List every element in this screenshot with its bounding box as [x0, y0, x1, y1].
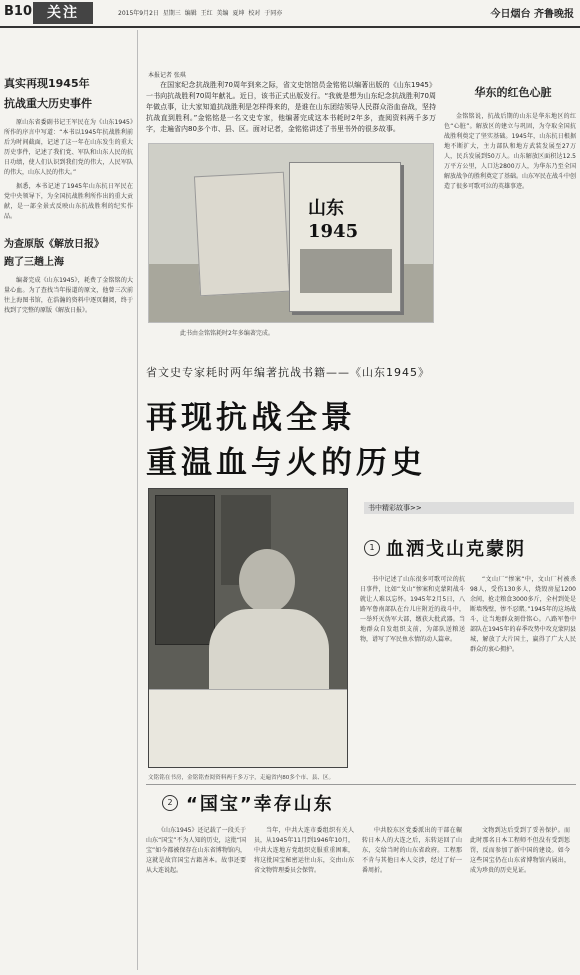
left-paragraph: 编著完成《山东1945》，耗费了金铭铭的大量心血。为了查找当年报道的原文，他曾三次前往上海图书馆，在浩瀚的资料中逐页翻阅，终于找到了完整的原版《解放日报》。 [4, 277, 133, 314]
main-headline-line1: 再现抗战全景 [146, 400, 356, 436]
book-title-line1: 山东 [308, 198, 344, 219]
book-title-line2: 1945 [308, 221, 359, 242]
section-number: 1 [364, 540, 380, 556]
left-title-line2: 抗战重大历史事件 [4, 97, 92, 110]
newspaper-brand: 今日烟台 齐鲁晚报 [490, 9, 574, 20]
main-headline-line2: 重温血与火的历史 [146, 445, 426, 481]
section-title: 血洒戈山克蒙阴 [386, 539, 526, 560]
photo-caption: 此书由金铭铭耗时2年多编著完成。 [180, 330, 274, 337]
book-back-cover [194, 172, 290, 297]
documents-on-desk [149, 689, 348, 768]
page-header [0, 0, 580, 28]
section-label: 关注 [33, 2, 93, 24]
left-paragraph: 据悉，本书记述了1945年山东抗日军民在党中央领导下，为全国抗战胜利所作出的重大贡献，是一部全景式反映山东抗战胜利的纪实作品。 [4, 183, 133, 220]
right-column [444, 84, 576, 192]
section-paragraph: “文山厂”惨案“中，文山厂村被杀98人，受伤130多人，烧毁房屋1200余间，抢走粮食3000多斤，全村到处是断墙残壁，惨不忍睹。”1945年的这场战斗，让当地群众刻骨铭心。八路军鲁中部队在1945年的春季攻势中攻克蒙阴县城，解放了大片国土，赢得了广大人民群众的衷心拥护。 [470, 576, 576, 653]
headline-kicker: 省文史专家耗时两年编著抗战书籍——《山东1945》 [146, 366, 430, 379]
book-cover [289, 162, 401, 312]
right-paragraph: 金铭铭说，抗战后期的山东是华东地区的红色“心脏”。解放区的建立与巩固，为夺取全国抗战胜利奠定了坚实基础。1945年，山东抗日根据地不断扩大，主力部队和地方武装发展至27万人，民兵发展到50万人。山东解放区面积达12.5万平方公里，人口达2800万人，为华东乃至全国解放战争的胜利奠定了基础。山东军民在战斗中创造了很多可歌可泣的英雄事迹。 [444, 113, 577, 190]
bottom-paragraph: 中共胶东区党委派出的干部在辗转日本人的大连之后，东转运回了山东，交给当时的山东省政府。工程那不肯与其他日本人交涉，经过了好一番周折。 [362, 827, 462, 874]
page-number: B10 [4, 4, 32, 19]
excerpt-tag: 书中精彩故事>> [364, 502, 574, 514]
bottom-paragraph: 当年，中共大连市委组织有关人员，从1945年11月到1946年10月，中共大连地方党组织克服重重困难，将这批国宝秘密运往山东，交由山东省文物管理委员会保管。 [254, 827, 354, 874]
book-photo [148, 143, 434, 323]
photo-caption: 文铭铭在书房，金铭铭查阅资料两千多万字，走遍省内80多个市、县、区。 [148, 775, 335, 781]
section-title: “国宝”幸存山东 [186, 794, 334, 815]
left-column [4, 30, 138, 970]
left-subtitle-line1: 为查原版《解放日报》 [4, 239, 104, 250]
bottom-columns [146, 826, 576, 966]
right-title: 华东的红色心脏 [474, 86, 552, 99]
bookshelf [155, 495, 215, 645]
byline: 本报记者 张琪 [148, 72, 186, 79]
left-paragraph: 原山东省委副书记王军民在为《山东1945》所作的序言中写道：“本书以1945年抗战胜利前后为时间截面，记述了这一年在山东发生的重大历史事件，记述了我们党、军队和山东人民的抗日功绩，使人们认识到我们党的伟大，人民军队的伟大，山东人民的伟大。” [4, 119, 133, 176]
section-paragraph: 书中记述了山东很多可歌可泣的抗日事件，比如“戈山”惨案和克蒙阴战斗就让人难以忘怀。1945年2月5日，八路军鲁南部队在台儿庄附近的战斗中，一举歼灭伪军大部，缴获大批武器。当地群众自发组织支前，为部队送粮送物，谱写了军民鱼水情的动人篇章。 [360, 576, 465, 643]
author-head [239, 549, 295, 613]
issue-meta: 2015年9月2日 星期三 编辑 王红 美编 夏坤 校对 于同亦 [118, 10, 283, 17]
intro-paragraph: 在国家纪念抗战胜利70周年到来之际，省文史馆馆员金铭铭以编著出版的《山东1945》一书向抗战胜利70周年献礼。近日，该书正式出版发行。“我就是想为山东纪念抗战胜利70周年做点事，让大家知道抗战胜利是怎样得来的，是谁在山东团结领导人民群众浴血奋战，坚持抗战直到胜利。”金铭铭是一名文史专家，他编著完成这本书耗时2年多，查阅资料两千多万字，走遍省内80多个市、县、区。面对记者，金铭铭讲述了书里书外的很多故事。 [146, 81, 436, 133]
author-photo [148, 488, 348, 768]
bottom-paragraph: 文物到达后受到了妥善保护。而此时那名日本工程师不但没有受到惩罚，反而参加了新中国的建设。如今这些国宝仍在山东省博物馆内展出，成为珍贵的历史见证。 [470, 827, 570, 874]
left-subtitle-line2: 跑了三趟上海 [4, 257, 64, 268]
bottom-paragraph: 《山东1945》还记载了一段关于山东“国宝”不为人知的历史，这批“国宝”如今都被保存在山东省博物馆内，这就是故宫国宝古籍善本。故事还要从大连说起。 [146, 827, 246, 874]
divider [146, 784, 576, 785]
section-number: 2 [162, 795, 178, 811]
left-title-line1: 真实再现1945年 [4, 77, 90, 90]
book-cover-image [300, 249, 392, 293]
